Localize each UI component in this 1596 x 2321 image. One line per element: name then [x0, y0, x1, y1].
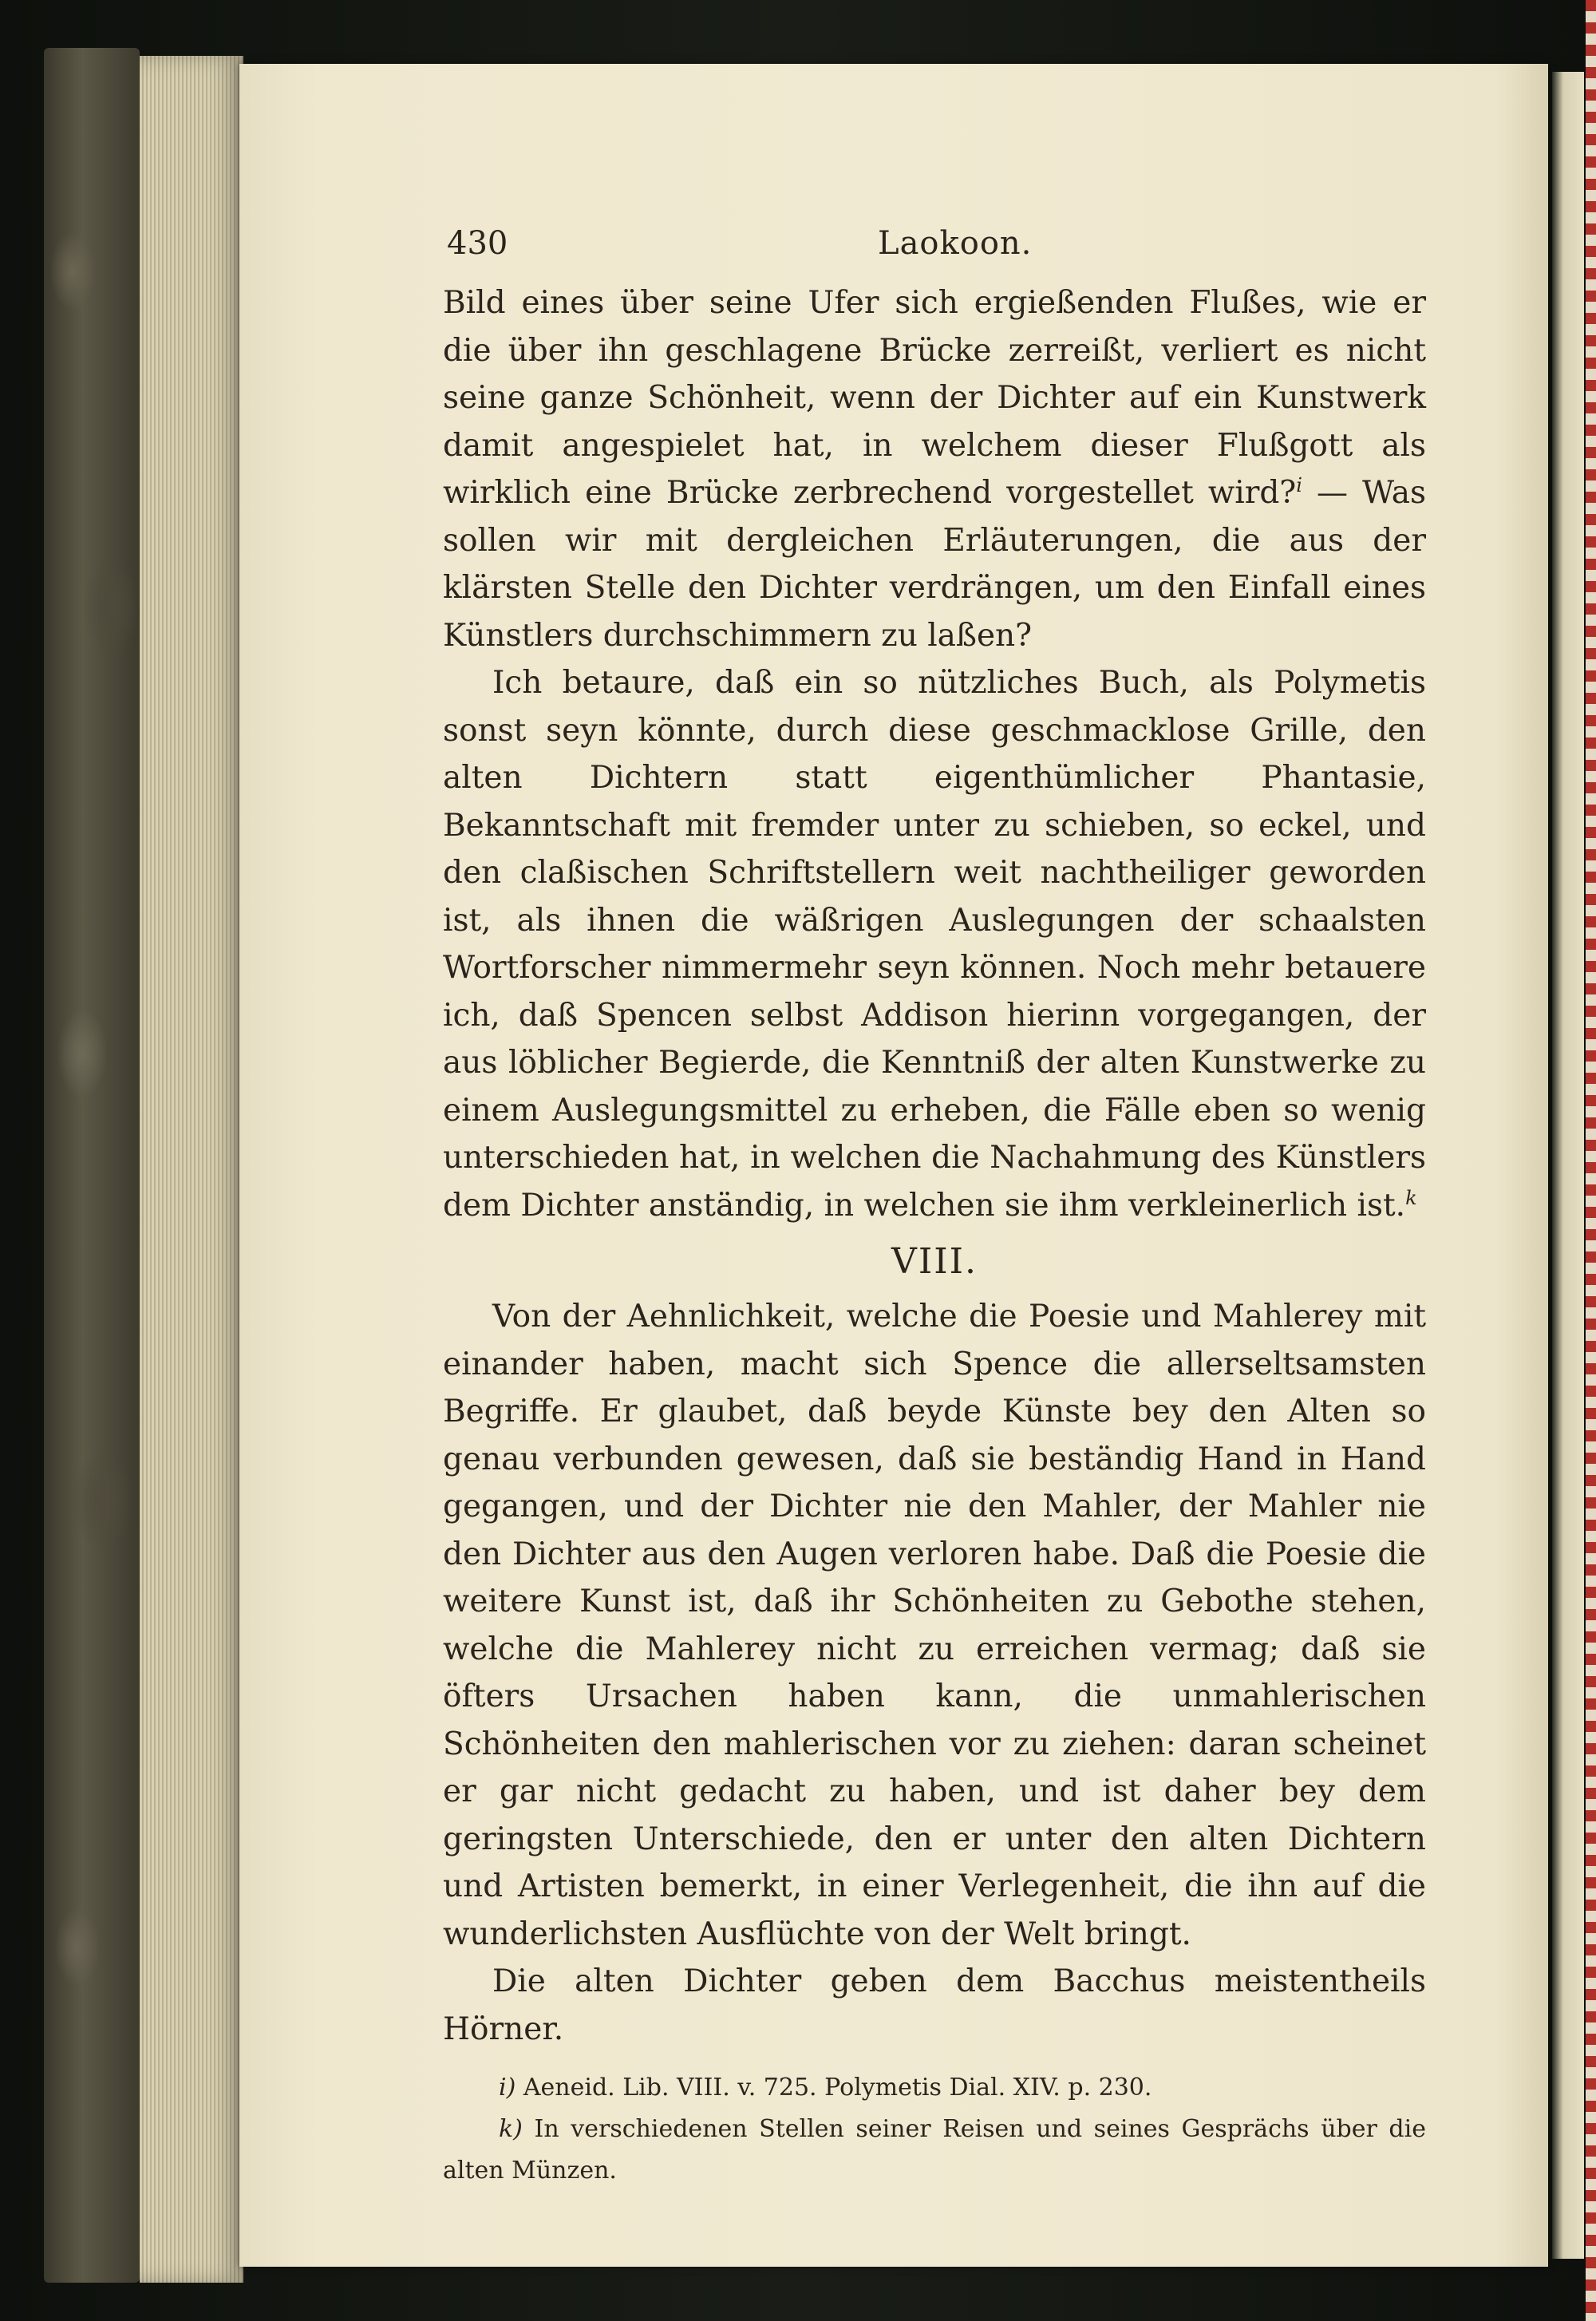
footnote-ref-i: i — [1296, 474, 1302, 496]
footnote-ref-k: k — [1405, 1186, 1417, 1209]
running-head — [443, 215, 1426, 279]
page-block-edges — [140, 56, 243, 2283]
paragraph — [443, 1293, 1426, 1958]
color-scale-bar — [1586, 0, 1596, 2321]
paragraph — [443, 1958, 1426, 2053]
paragraph-text: — Was sollen wir mit dergleichen Erläuterungen, die aus der klärsten Stelle den Dichter verdrängen, um den Einfall eines Künstlers durchschimmern zu laßen? — [443, 475, 1426, 654]
footnote — [443, 2067, 1426, 2109]
footnote-mark: i) — [499, 2074, 516, 2102]
footnote-mark: k) — [499, 2115, 523, 2143]
footnotes — [443, 2067, 1426, 2192]
section-heading: VIII. — [891, 1241, 978, 1282]
header-title: Laokoon. — [878, 225, 1033, 262]
paragraph-text: Ich betaure, daß ein so nützliches Buch, als Polymetis sonst seyn könnte, durch diese geschmacklose Grille, den alten Dichtern statt eigenthümlicher Phantasie, Bekanntschaft mit fremder unter zu schieben, so eckel, und den claßischen Schriftstellern weit nachtheiliger geworden ist, als ihnen die wäßrigen Auslegungen der schaalsten Wortforscher nimmermehr seyn können. Noch mehr betauere ich, daß Spencen selbst Addison hierinn vorgegangen, der aus löblicher Begierde, die Kenntniß der alten Kunstwerke zu einem Auslegungsmittel zu erheben, die Fälle eben so wenig unterschieden hat, in welchen die Nachahmung des Künstlers dem Dichter anständig, in welchen sie ihm verkleinerlich ist. — [443, 665, 1426, 1224]
footnote — [443, 2109, 1426, 2192]
footnote-text: In verschiedenen Stellen seiner Reisen und seines Gesprächs über die alten Münzen. — [443, 2115, 1426, 2185]
facing-page-edge — [1552, 72, 1584, 2259]
page-content — [443, 215, 1426, 2192]
paragraph — [443, 659, 1426, 1229]
paragraph-text: Von der Aehnlichkeit, welche die Poesie und Mahlerey mit einander haben, macht sich Spence die allerseltsamsten Begriffe. Er glaubet, daß beyde Künste bey den Alten so genau verbunden gewesen, daß sie beständig Hand in Hand gegangen, und der Dichter nie den Mahler, der Mahler nie den Dichter aus den Augen verloren habe. Daß die Poesie die weitere Kunst ist, daß ihr Schönheiten zu Gebothe stehen, welche die Mahlerey nicht zu erreichen vermag; daß sie öfters Ursachen haben kann, die unmahlerischen Schönheiten den mahlerischen vor zu ziehen: daran scheinet er gar nicht gedacht zu haben, und ist daher bey dem geringsten Unterschiede, den er unter den alten Dichtern und Artisten bemerkt, in einer Verlegenheit, die ihn auf die wunderlichsten Ausflüchte von der Welt bringt. — [443, 1299, 1426, 1952]
marbled-cover-board — [44, 48, 140, 2283]
footnote-text: Aeneid. Lib. VIII. v. 725. Polymetis Dial. XIV. p. 230. — [523, 2074, 1152, 2102]
paragraph-text: Bild eines über seine Ufer sich ergießenden Flußes, wie er die über ihn geschlagene Brücke zerreißt, verliert es nicht seine ganze Schönheit, wenn der Dichter auf ein Kunstwerk damit angespielet hat, in welchem dieser Flußgott als wirklich eine Brücke zerbrechend vorgestellet wird? — [443, 285, 1426, 511]
paragraph-text: Die alten Dichter geben dem Bacchus meistentheils Hörner. — [443, 1963, 1426, 2047]
page-number: 430 — [447, 225, 508, 262]
paragraph-continued — [443, 279, 1426, 659]
